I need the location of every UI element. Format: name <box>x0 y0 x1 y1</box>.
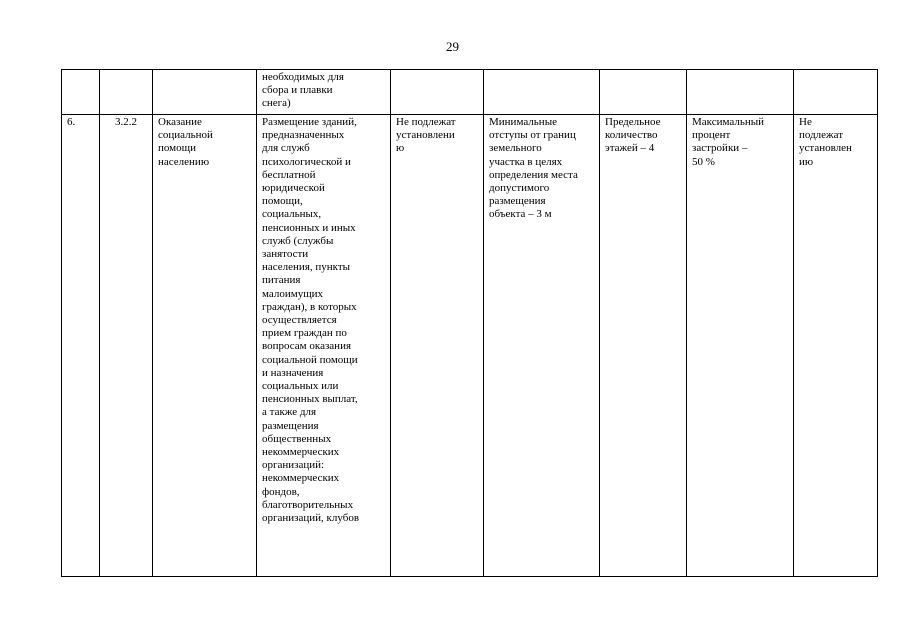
cell-code: 3.2.2 <box>100 115 153 577</box>
cell-plot-size: Не подлежат установлени ю <box>391 115 484 577</box>
cell-other <box>794 70 878 115</box>
cell-description: Размещение зданий, предназначенных для служб психологической и бесплатной юридической помощи, социальных, пенсионных и иных служб (службы занятости населения, пункты питания малоимущих граждан), в которых осуществляется прием граждан по вопросам оказания социальной помощи и назначения социальных или пенсионных выплат, а также для размещения общественных некоммерческих организаций: некоммерческих фондов, благотворительных организаций, клубов <box>257 115 391 577</box>
regulations-table <box>61 69 878 577</box>
cell-use-type: Оказание социальной помощи населению <box>153 115 257 577</box>
cell-number: 6. <box>62 115 100 577</box>
cell-setbacks: Минимальные отступы от границ земельного участка в целях определения места допустимого размещения объекта – 3 м <box>484 115 600 577</box>
cell-code <box>100 70 153 115</box>
cell-floors: Предельное количество этажей – 4 <box>600 115 687 577</box>
cell-number <box>62 70 100 115</box>
cell-plot-size <box>391 70 484 115</box>
table-row-social-assistance <box>62 115 878 577</box>
cell-description: необходимых для сбора и плавки снега) <box>257 70 391 115</box>
table-row-continuation <box>62 70 878 115</box>
cell-floors <box>600 70 687 115</box>
page-number: 29 <box>446 39 459 54</box>
cell-coverage: Максимальный процент застройки – 50 % <box>687 115 794 577</box>
cell-use-type <box>153 70 257 115</box>
cell-other: Не подлежат установлен ию <box>794 115 878 577</box>
cell-setbacks <box>484 70 600 115</box>
cell-coverage <box>687 70 794 115</box>
